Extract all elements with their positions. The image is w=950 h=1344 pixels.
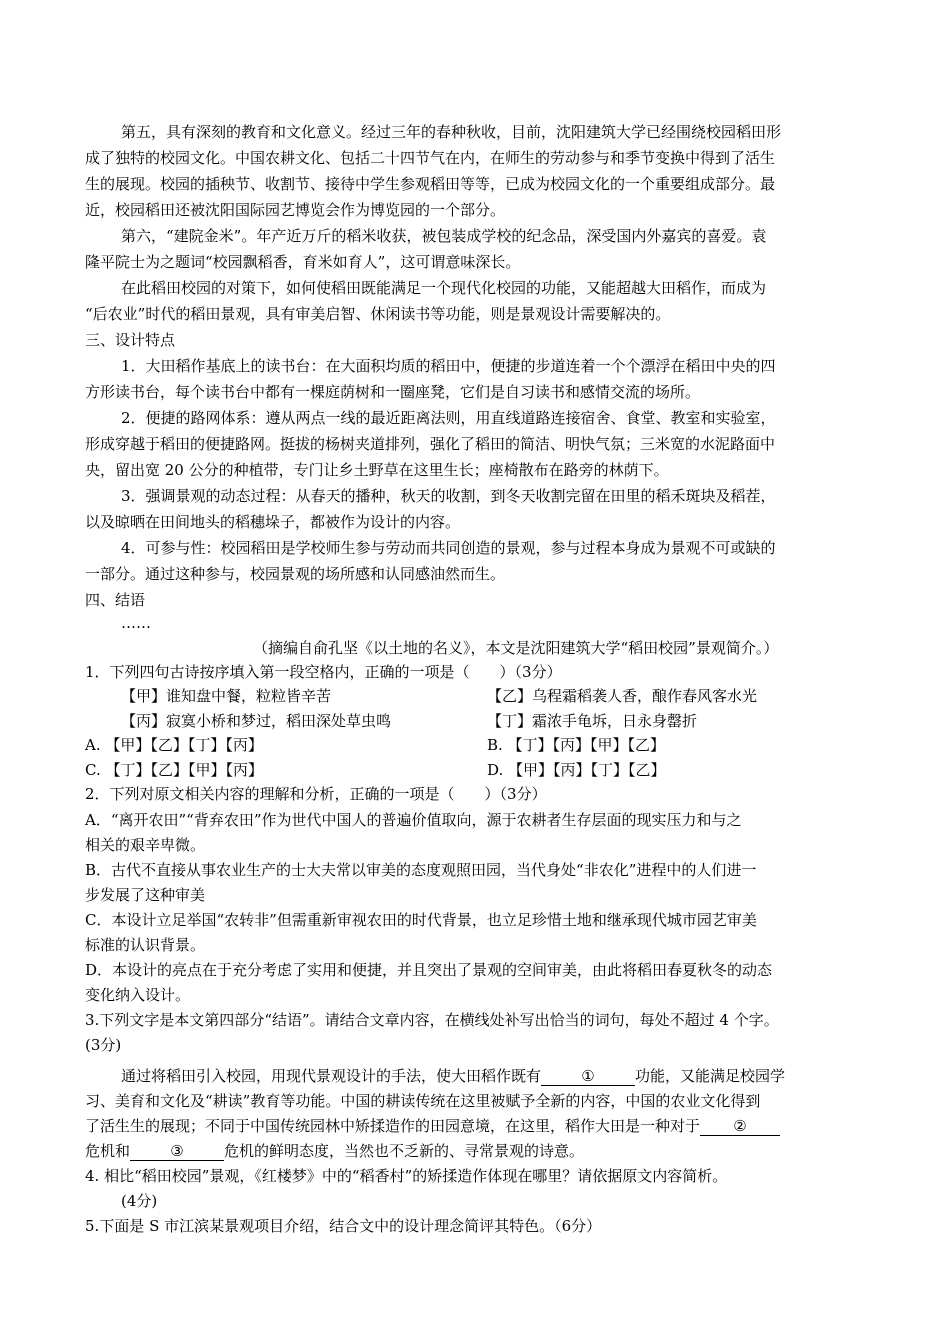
q4-stem: 4. 相比“稻田校园”景观，《红楼梦》中的“稻香村”的矫揉造作体现在哪里？请依据原文内容简析。: [85, 1167, 728, 1185]
para7-line1: 在此稻田校园的对策下，如何使稻田既能满足一个现代化校园的功能，又能超越大田稻作，而成为: [121, 279, 767, 297]
q1-option-d: D. 【甲】【丙】【丁】【乙】: [487, 761, 666, 779]
para5-line1: 第五，具有深刻的教育和文化意义。经过三年的春种秋收，目前，沈阳建筑大学已经围绕校园稻田形: [121, 123, 782, 141]
q1-stem: 1．下列四句古诗按序填入第一段空格内，正确的一项是（ ）（3分）: [85, 663, 562, 681]
para5-line4: 近，校园稻田还被沈阳国际园艺博览会作为博览园的一个部分。: [85, 201, 506, 219]
q2-option-c-line1: C．本设计立足举国“农转非”但需重新审视农田的时代背景，也立足珍惜土地和继承现代城市园艺审美: [85, 911, 757, 929]
q3-stem: 3.下列文字是本文第四部分“结语”。请结合文章内容，在横线处补写出恰当的词句，每处不超过 4 个字。: [85, 1011, 779, 1029]
q3-text-4a: 危机和: [85, 1142, 131, 1160]
q1-poem-bing: 【丙】寂寞小桥和梦过，稻田深处草虫鸣: [121, 712, 392, 730]
q2-option-b-line1: B．古代不直接从事农业生产的士大夫常以审美的态度观照田园，当代身处“非农化”进程中的人们进一: [85, 861, 757, 879]
feature3-line1: 3．强调景观的动态过程：从春天的播种，秋天的收割，到冬天收割完留在田里的稻禾斑块及稻茬，: [121, 487, 776, 505]
q3-passage-line2: 习、美育和文化及“耕读”教育等功能。中国的耕读传统在这里被赋予全新的内容，中国的农业文化得到: [85, 1092, 761, 1110]
section4-title: 四、结语: [85, 591, 146, 609]
q3-score: (3分): [85, 1036, 122, 1054]
q3-passage-line4: [85, 1140, 584, 1162]
q3-text-1b: 功能，又能满足校园学: [635, 1067, 786, 1085]
feature4-line1: 4．可参与性：校园稻田是学校师生参与劳动而共同创造的景观，参与过程本身成为景观不可或缺的: [121, 539, 776, 557]
para5-line2: 成了独特的校园文化。中国农耕文化、包括二十四节气在内，在师生的劳动参与和季节变换中得到了活生: [85, 149, 776, 167]
q2-option-b-line2: 步发展了这种审美: [85, 886, 206, 904]
q3-passage-line1: [121, 1065, 785, 1087]
feature4-line2: 一部分。通过这种参与，校园景观的场所感和认同感油然而生。: [85, 565, 506, 583]
q1-option-a: A. 【甲】【乙】【丁】【丙】: [85, 736, 263, 754]
source-citation: （摘编自俞孔坚《以土地的名义》，本文是沈阳建筑大学“稻田校园”景观简介。）: [253, 639, 779, 657]
feature1-line1: 1．大田稻作基底上的读书台：在大面积均质的稻田中，便捷的步道连着一个个漂浮在稻田中央的四: [121, 357, 776, 375]
feature2-line2: 形成穿越于稻田的便捷路网。挺拔的杨树夹道排列，强化了稻田的简洁、明快气氛；三米宽的水泥路面中: [85, 435, 776, 453]
q1-option-c: C. 【丁】【乙】【甲】【丙】: [85, 761, 263, 779]
q1-poem-jia: 【甲】谁知盘中餐，粒粒皆辛苦: [121, 687, 332, 705]
para6-line2: 隆平院士为之题词“校园飘稻香，育米如育人”，这可谓意味深长。: [85, 253, 521, 271]
q2-option-d-line1: D．本设计的亮点在于充分考虑了实用和便捷，并且突出了景观的空间审美，由此将稻田春夏秋冬的动态: [85, 961, 773, 979]
feature3-line2: 以及晾晒在田间地头的稻穗垛子，都被作为设计的内容。: [85, 513, 461, 531]
q1-option-b: B. 【丁】【丙】【甲】【乙】: [487, 736, 666, 754]
feature2-line3: 央，留出宽 20 公分的种植带，专门让乡土野草在这里生长；座椅散布在路旁的林荫下。: [85, 461, 669, 479]
feature1-line2: 方形读书台，每个读书台中都有一棵庭荫树和一圈座凳，它们是自习读书和感情交流的场所。: [85, 383, 701, 401]
q3-passage-line3: [85, 1115, 780, 1137]
q2-stem: 2．下列对原文相关内容的理解和分析，正确的一项是（ ）（3分）: [85, 785, 547, 803]
para7-line2: “后农业”时代的稻田景观，具有审美启智、休闲读书等功能，则是景观设计需要解决的。: [85, 305, 671, 323]
q3-text-3a: 了活生生的展现；不同于中国传统园林中矫揉造作的田园意境，在这里，稻作大田是一种对于: [85, 1117, 701, 1135]
q4-score: (4分): [121, 1192, 158, 1210]
q2-option-d-line2: 变化纳入设计。: [85, 986, 191, 1004]
q2-option-c-line2: 标准的认识背景。: [85, 936, 206, 954]
blank-1[interactable]: ①: [541, 1067, 635, 1086]
feature2-line1: 2．便捷的路网体系：遵从两点一线的最近距离法则，用直线道路连接宿舍、食堂、教室和实验室，: [121, 409, 776, 427]
q5-stem: 5.下面是 S 市江滨某景观项目介绍，结合文中的设计理念简评其特色。（6分）: [85, 1217, 602, 1235]
q1-poem-ding: 【丁】霜浓手龟坼，日永身罄折: [487, 712, 698, 730]
blank-3[interactable]: ③: [130, 1142, 224, 1161]
section3-title: 三、设计特点: [85, 331, 176, 349]
blank-2[interactable]: ②: [700, 1117, 780, 1136]
q2-option-a-line1: A．“离开农田”“背弃农田”作为世代中国人的普遍价值取向，源于农耕者生存层面的现实压力和与之: [85, 811, 742, 829]
q3-text-4b: 危机的鲜明态度，当然也不乏新的、寻常景观的诗意。: [224, 1142, 585, 1160]
para6-line1: 第六，“建院金米”。年产近万斤的稻米收获，被包装成学校的纪念品，深受国内外嘉宾的喜爱。袁: [121, 227, 767, 245]
q1-poem-yi: 【乙】乌程霜稻袭人香，酿作春风客水光: [487, 687, 758, 705]
ellipsis: ……: [121, 614, 151, 632]
para5-line3: 生的展现。校园的插秧节、收割节、接待中学生参观稻田等等，已成为校园文化的一个重要组成部分。最: [85, 175, 776, 193]
q2-option-a-line2: 相关的艰辛卑微。: [85, 836, 206, 854]
q3-text-1a: 通过将稻田引入校园，用现代景观设计的手法，使大田稻作既有: [121, 1067, 542, 1085]
